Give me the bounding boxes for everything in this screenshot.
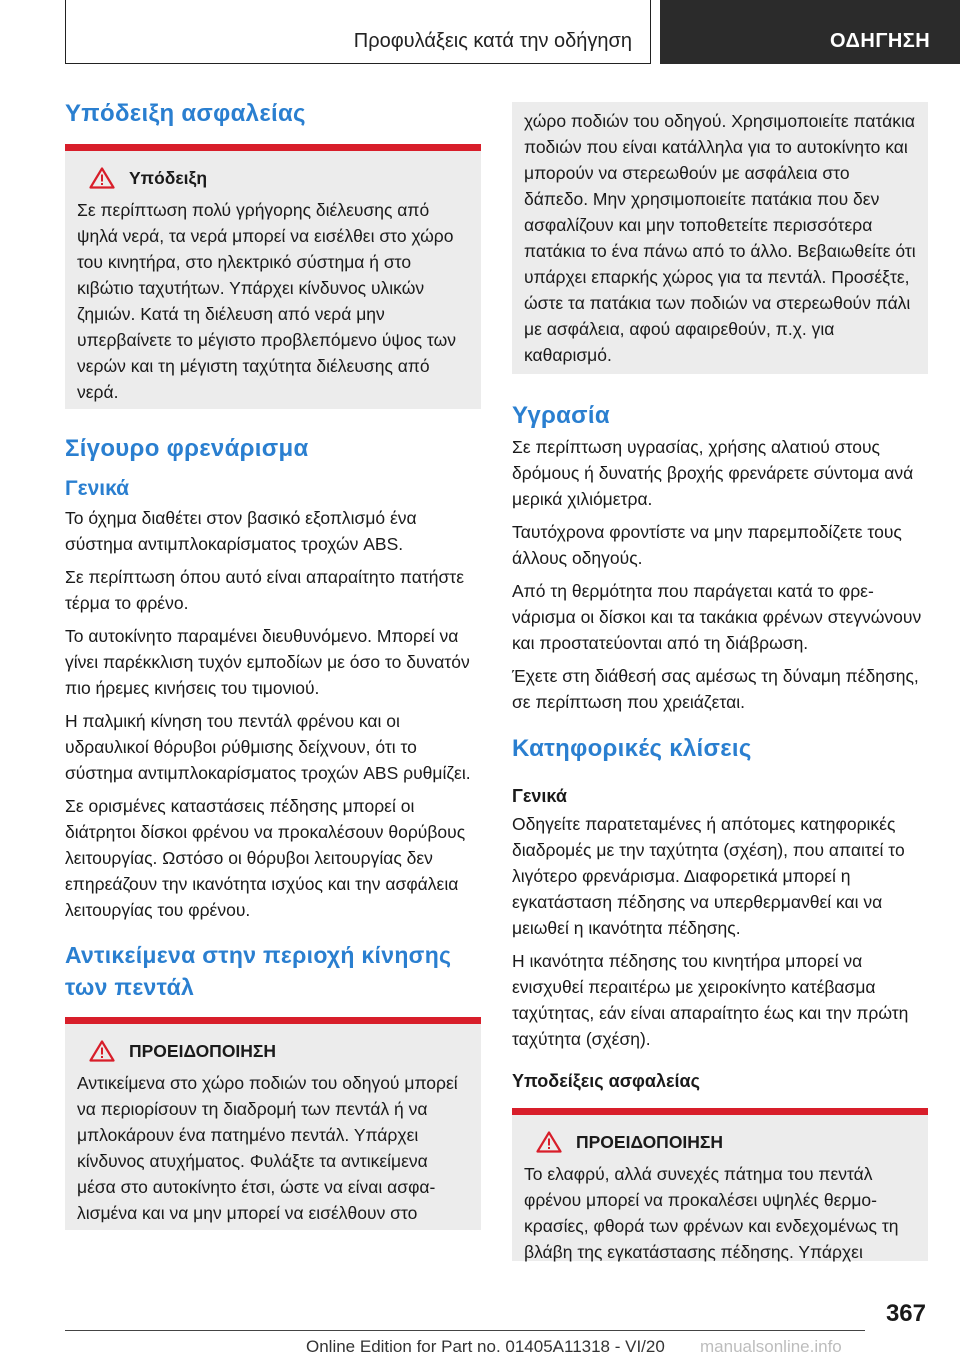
- downhill-heading: Κατηφορικές κλίσεις: [512, 735, 752, 762]
- safety-notes-heading: Υποδείξεις ασφαλείας: [512, 1071, 700, 1091]
- braking-heading: Σίγουρο φρενάρισμα: [65, 435, 309, 462]
- edition-text: Online Edition for Part no. 01405A11318 - VI/20: [306, 1337, 665, 1356]
- warning-title: ΠΡΟΕΙΔΟΠΟΙΗΣΗ: [576, 1131, 724, 1152]
- warning-box: [65, 1024, 481, 1230]
- paragraph: Το όχημα διαθέτει στον βασικό εξοπλισμό ένα σύστημα αντιμπλοκαρίσματος τροχών ABS.: [65, 508, 417, 554]
- warning-triangle-icon: [536, 1131, 562, 1153]
- warning-triangle-icon: [89, 167, 115, 189]
- warning-box-continued: [512, 102, 928, 374]
- note-box: [65, 151, 481, 409]
- warning-title: ΠΡΟΕΙΔΟΠΟΙΗΣΗ: [129, 1040, 277, 1061]
- section-label: ΟΔΗΓΗΣΗ: [660, 0, 960, 64]
- paragraph: Η παλμική κίνηση του πεντάλ φρένου και οι υδραυλικοί θόρυβοι ρύθμισης δείχνουν, ότι το σύστημα αντιμπλοκαρίσματος τροχών ABS ρυθμίζει.: [65, 711, 471, 783]
- paragraph: Σε ορισμένες καταστάσεις πέδησης μπορεί οι διάτρητοι δίσκοι φρένου να προκαλέσουν θορύβους λειτουργίας. Ωστόσο οι θόρυβοι λειτουργίας δεν επηρεάζουν την ικανότητα ισχύος και την ασφάλεια λειτουργίας του φρένου.: [65, 796, 466, 920]
- note-title: Υπόδειξη: [129, 167, 208, 188]
- page-number: 367: [885, 1300, 926, 1327]
- paragraph: Σε περίπτωση όπου αυτό είναι απαραίτητο πατήστε τέρμα το φρένο.: [65, 567, 465, 613]
- paragraph: Η ικανότητα πέδησης του κινητήρα μπορεί να ενισχυθεί περαιτέρω με χειροκίνητο κατέβασμα ταχύτητας, εάν είναι απαραίτητο έως και την πρώτη ταχύτητα (σχέση).: [512, 951, 909, 1049]
- paragraph: Ταυτόχρονα φροντίστε να μην παρεμποδίζετε τους άλλους οδηγούς.: [512, 522, 902, 568]
- objects-heading: Αντικείμενα στην περιοχή κίνησης των πεντάλ: [65, 942, 452, 1000]
- humidity-heading: Υγρασία: [512, 402, 610, 429]
- chapter-title: Προφυλάξεις κατά την οδήγηση: [353, 30, 632, 52]
- right-column: [512, 102, 928, 1261]
- red-rule: [512, 1108, 928, 1115]
- paragraph: Σε περίπτωση υγρασίας, χρήσης αλατιού στους δρόμους ή δυνατής βροχής φρενάρετε σύντομα ανά μερικά χιλιόμετρα.: [512, 437, 914, 509]
- warning-triangle-icon: [89, 1040, 115, 1062]
- warning-box: [512, 1115, 928, 1261]
- footer-rule: [65, 1330, 865, 1331]
- note-text: Σε περίπτωση πολύ γρήγορης διέλευσης από ψηλά νερά, τα νερά μπορεί να εισέλθει στο χώρο του κινητήρα, στο ηλεκτρικό σύστημα ή στο κιβώτιο ταχυτήτων. Υπάρχει κίνδυνος υλικών ζημιών. Κατά τη διέλευση από νερά μην υπερβαίνετε το μέγιστο προβλεπόμενο ύψος των νερών και τη μέγιστη ταχύτητα διέλευσης από νερά.: [77, 200, 457, 402]
- red-rule: [65, 144, 481, 151]
- watermark: manualsonline.info: [700, 1337, 842, 1356]
- left-column: [65, 98, 481, 1230]
- general-heading: Γενικά: [65, 477, 130, 500]
- downhill-general-heading: Γενικά: [512, 786, 567, 806]
- red-rule: [65, 1017, 481, 1024]
- warning-text: Το ελαφρύ, αλλά συνεχές πάτημα του πεντάλ φρένου μπορεί να προκαλέσει υψηλές θερμοκρασίες, φθορά των φρένων και ενδεχομένως τη βλάβη της εγκατάστασης πέδησης. Υπάρχει: [524, 1164, 899, 1262]
- warning-text: Αντικείμενα στο χώρο ποδιών του οδηγού μπορεί να περιορίσουν τη διαδρομή των πεντάλ ή να μπλοκάρουν ένα πατημένο πεντάλ. Υπάρχει κίνδυνος ατυχήματος. Φυλάξτε τα αντικείμενα μέσα στο αυτοκίνητο έτσι, ώστε να είναι ασφαλισμένα και να μην μπορεί να εισέλθουν στο: [77, 1073, 458, 1223]
- paragraph: Το αυτοκίνητο παραμένει διευθυνόμενο. Μπορεί να γίνει παρέκκλιση τυχόν εμποδίων με όσο το δυνατόν πιο ήρεμες κινήσεις του τιμονιού.: [65, 626, 470, 698]
- header-chapter-box: [65, 0, 651, 64]
- paragraph: Οδηγείτε παρατεταμένες ή απότομες κατηφορικές διαδρομές με την ταχύτητα (σχέση), που απαιτεί το λιγότερο φρενάρισμα. Διαφορετικά μπορεί η εγκατάσταση πέδησης να υπερθερμανθεί και να μειωθεί η ικανότητα πέδησης.: [512, 814, 905, 938]
- safety-heading: Υπόδειξη ασφαλείας: [65, 100, 306, 127]
- paragraph: Έχετε στη διάθεσή σας αμέσως τη δύναμη πέδησης, σε περίπτωση που χρειάζεται.: [512, 666, 919, 712]
- paragraph: Από τη θερμότητα που παράγεται κατά το φρενάρισμα οι δίσκοι και τα τακάκια φρένων στεγνώνουν και προστατεύονται από τη διάβρωση.: [512, 581, 922, 653]
- warning-continued-text: χώρο ποδιών του οδηγού. Χρησιμοποιείτε πατάκια ποδιών που είναι κατάλληλα για το αυτοκίνητο και μπορούν να στερεωθούν με ασφάλεια στο δάπεδο. Μην χρησιμοποιείτε πατάκια που δεν ασφαλίζουν και μην τοποθετείτε περισσότερα πατάκια το ένα πάνω από το άλλο. Βεβαιωθείτε ότι υπάρχει επαρκής χώρος για τα πεντάλ. Προσέξτε, ώστε τα πατάκια των ποδιών να στερεωθούν πάλι με ασφάλεια, αφού αφαιρεθούν, π.χ. για καθαρισμό.: [524, 111, 916, 365]
